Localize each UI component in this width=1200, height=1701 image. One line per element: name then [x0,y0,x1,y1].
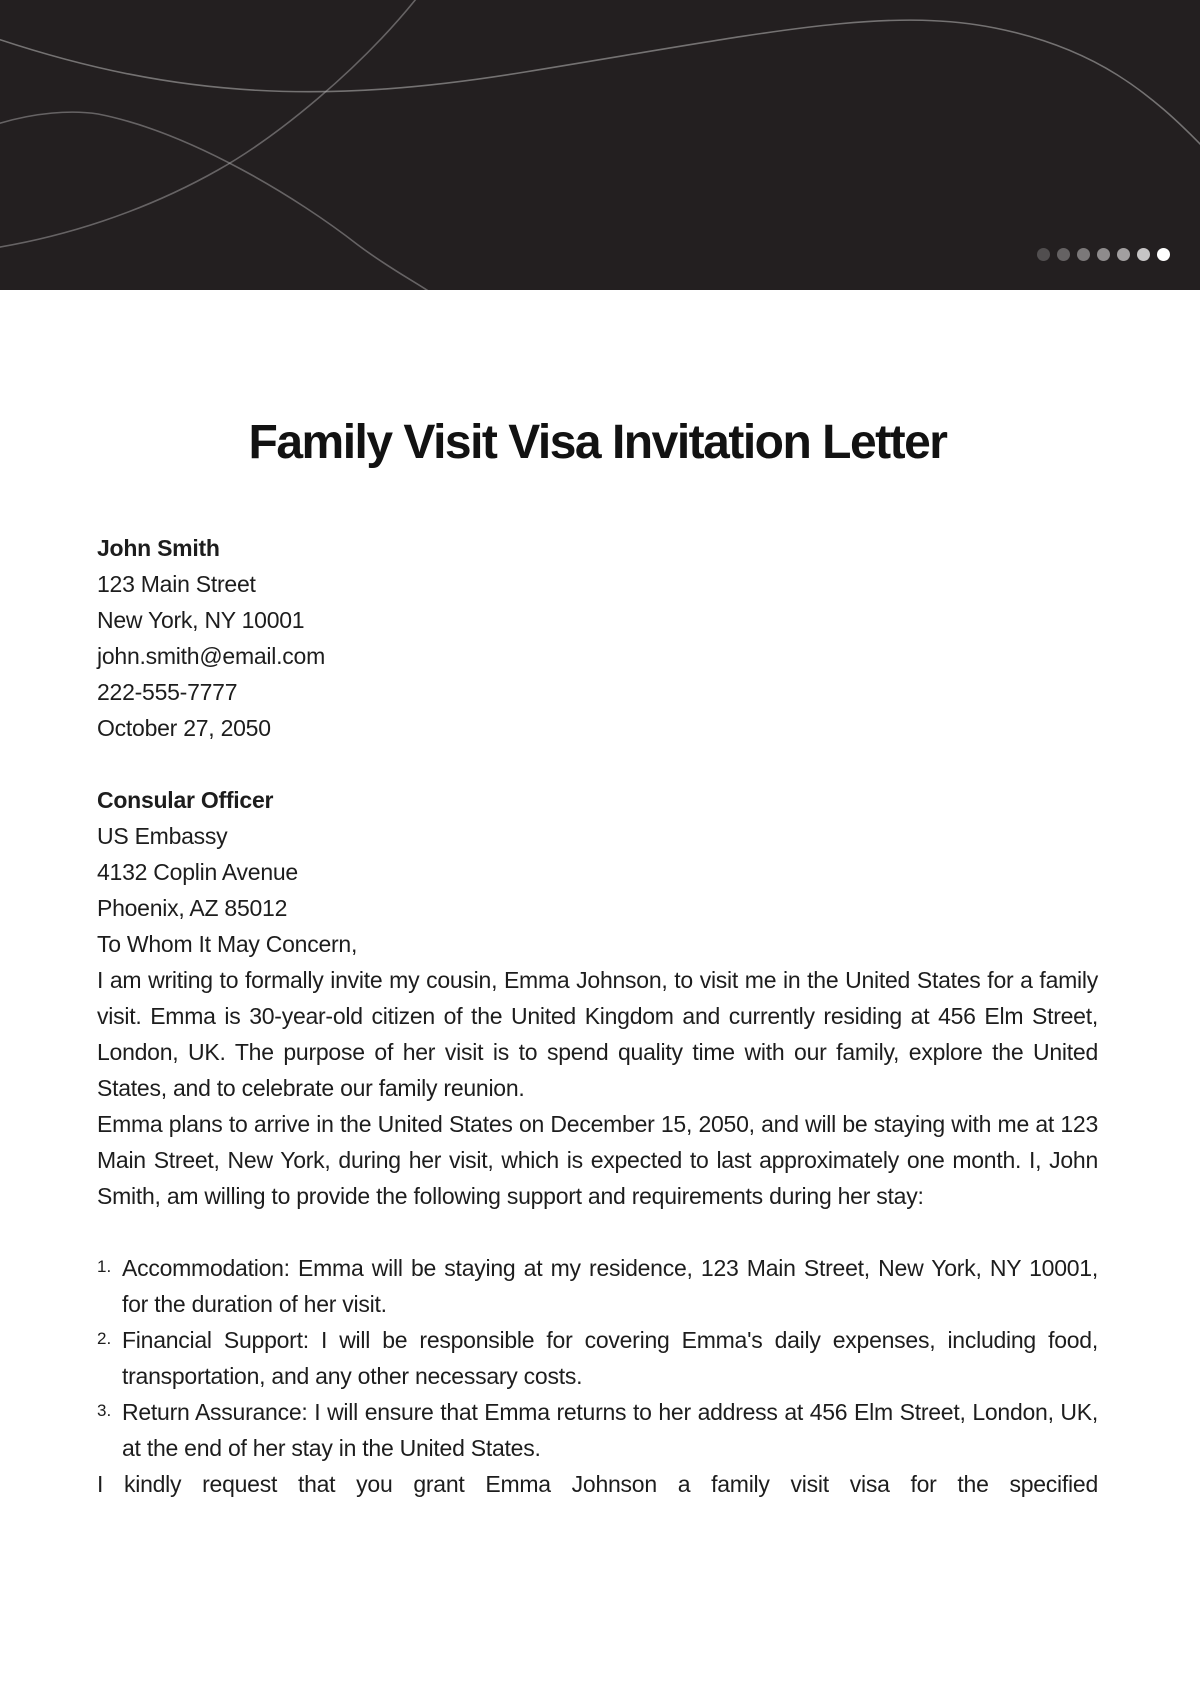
recipient-organization: US Embassy [97,823,228,849]
recipient-title: Consular Officer [97,787,274,813]
salutation: To Whom It May Concern, [97,931,358,957]
diagonal-arc-curve [0,0,420,248]
carousel-dots [1037,248,1170,261]
closing-paragraph: I kindly request that you grant Emma Johnson a family visit visa for the specified [97,1471,1098,1497]
carousel-dot-2[interactable] [1057,248,1070,261]
carousel-dot-3[interactable] [1077,248,1090,261]
list-number: 2. [97,1329,112,1348]
intro-paragraph: I am writing to formally invite my cousin, Emma Johnson, to visit me in the United States for a family visit. Emma is 30-year-old citizen of the United Kingdom and currently residing at 456 Elm Street, London, UK. The purpose of her visit is to spend quality time with our family, explore the United States, and to celebrate our family reunion. [97,967,1098,1101]
list-item-text: Financial Support: I will be responsible for covering Emma's daily expenses, including food, transportation, and any other necessary costs. [122,1327,1098,1389]
list-number: 1. [97,1257,112,1276]
letter-title: Family Visit Visa Invitation Letter [248,416,947,469]
lower-left-curve [0,112,436,290]
letter-body [0,418,1200,1502]
letter-date: October 27, 2050 [97,715,271,741]
sender-block [97,530,1098,746]
sender-city: New York, NY 10001 [97,607,305,633]
carousel-dot-7[interactable] [1157,248,1170,261]
recipient-block [97,782,1098,926]
sender-name: John Smith [97,535,220,561]
sender-email: john.smith@email.com [97,643,325,669]
carousel-dot-5[interactable] [1117,248,1130,261]
list-item-financial-support [97,1322,1098,1394]
list-number: 3. [97,1401,112,1420]
list-item-return-assurance [97,1394,1098,1466]
visit-details-paragraph: Emma plans to arrive in the United States on December 15, 2050, and will be staying with me at 123 Main Street, New York, during her visit, which is expected to last approximately one month. I, John Smith, am willing to provide the following support and requirements during her stay: [97,1111,1098,1209]
decorative-curves [0,0,1200,290]
recipient-street: 4132 Coplin Avenue [97,859,298,885]
sender-street: 123 Main Street [97,571,256,597]
carousel-dot-6[interactable] [1137,248,1150,261]
carousel-dot-4[interactable] [1097,248,1110,261]
carousel-dot-1[interactable] [1037,248,1050,261]
list-item-accommodation [97,1250,1098,1322]
support-list [97,1250,1098,1466]
list-item-text: Accommodation: Emma will be staying at my residence, 123 Main Street, New York, NY 10001, for the duration of her visit. [122,1255,1098,1317]
wave-curve [0,20,1200,150]
list-item-text: Return Assurance: I will ensure that Emma returns to her address at 456 Elm Street, London, UK, at the end of her stay in the United States. [122,1399,1098,1461]
recipient-city: Phoenix, AZ 85012 [97,895,288,921]
sender-phone: 222-555-7777 [97,679,238,705]
template-hero-banner [0,0,1200,290]
